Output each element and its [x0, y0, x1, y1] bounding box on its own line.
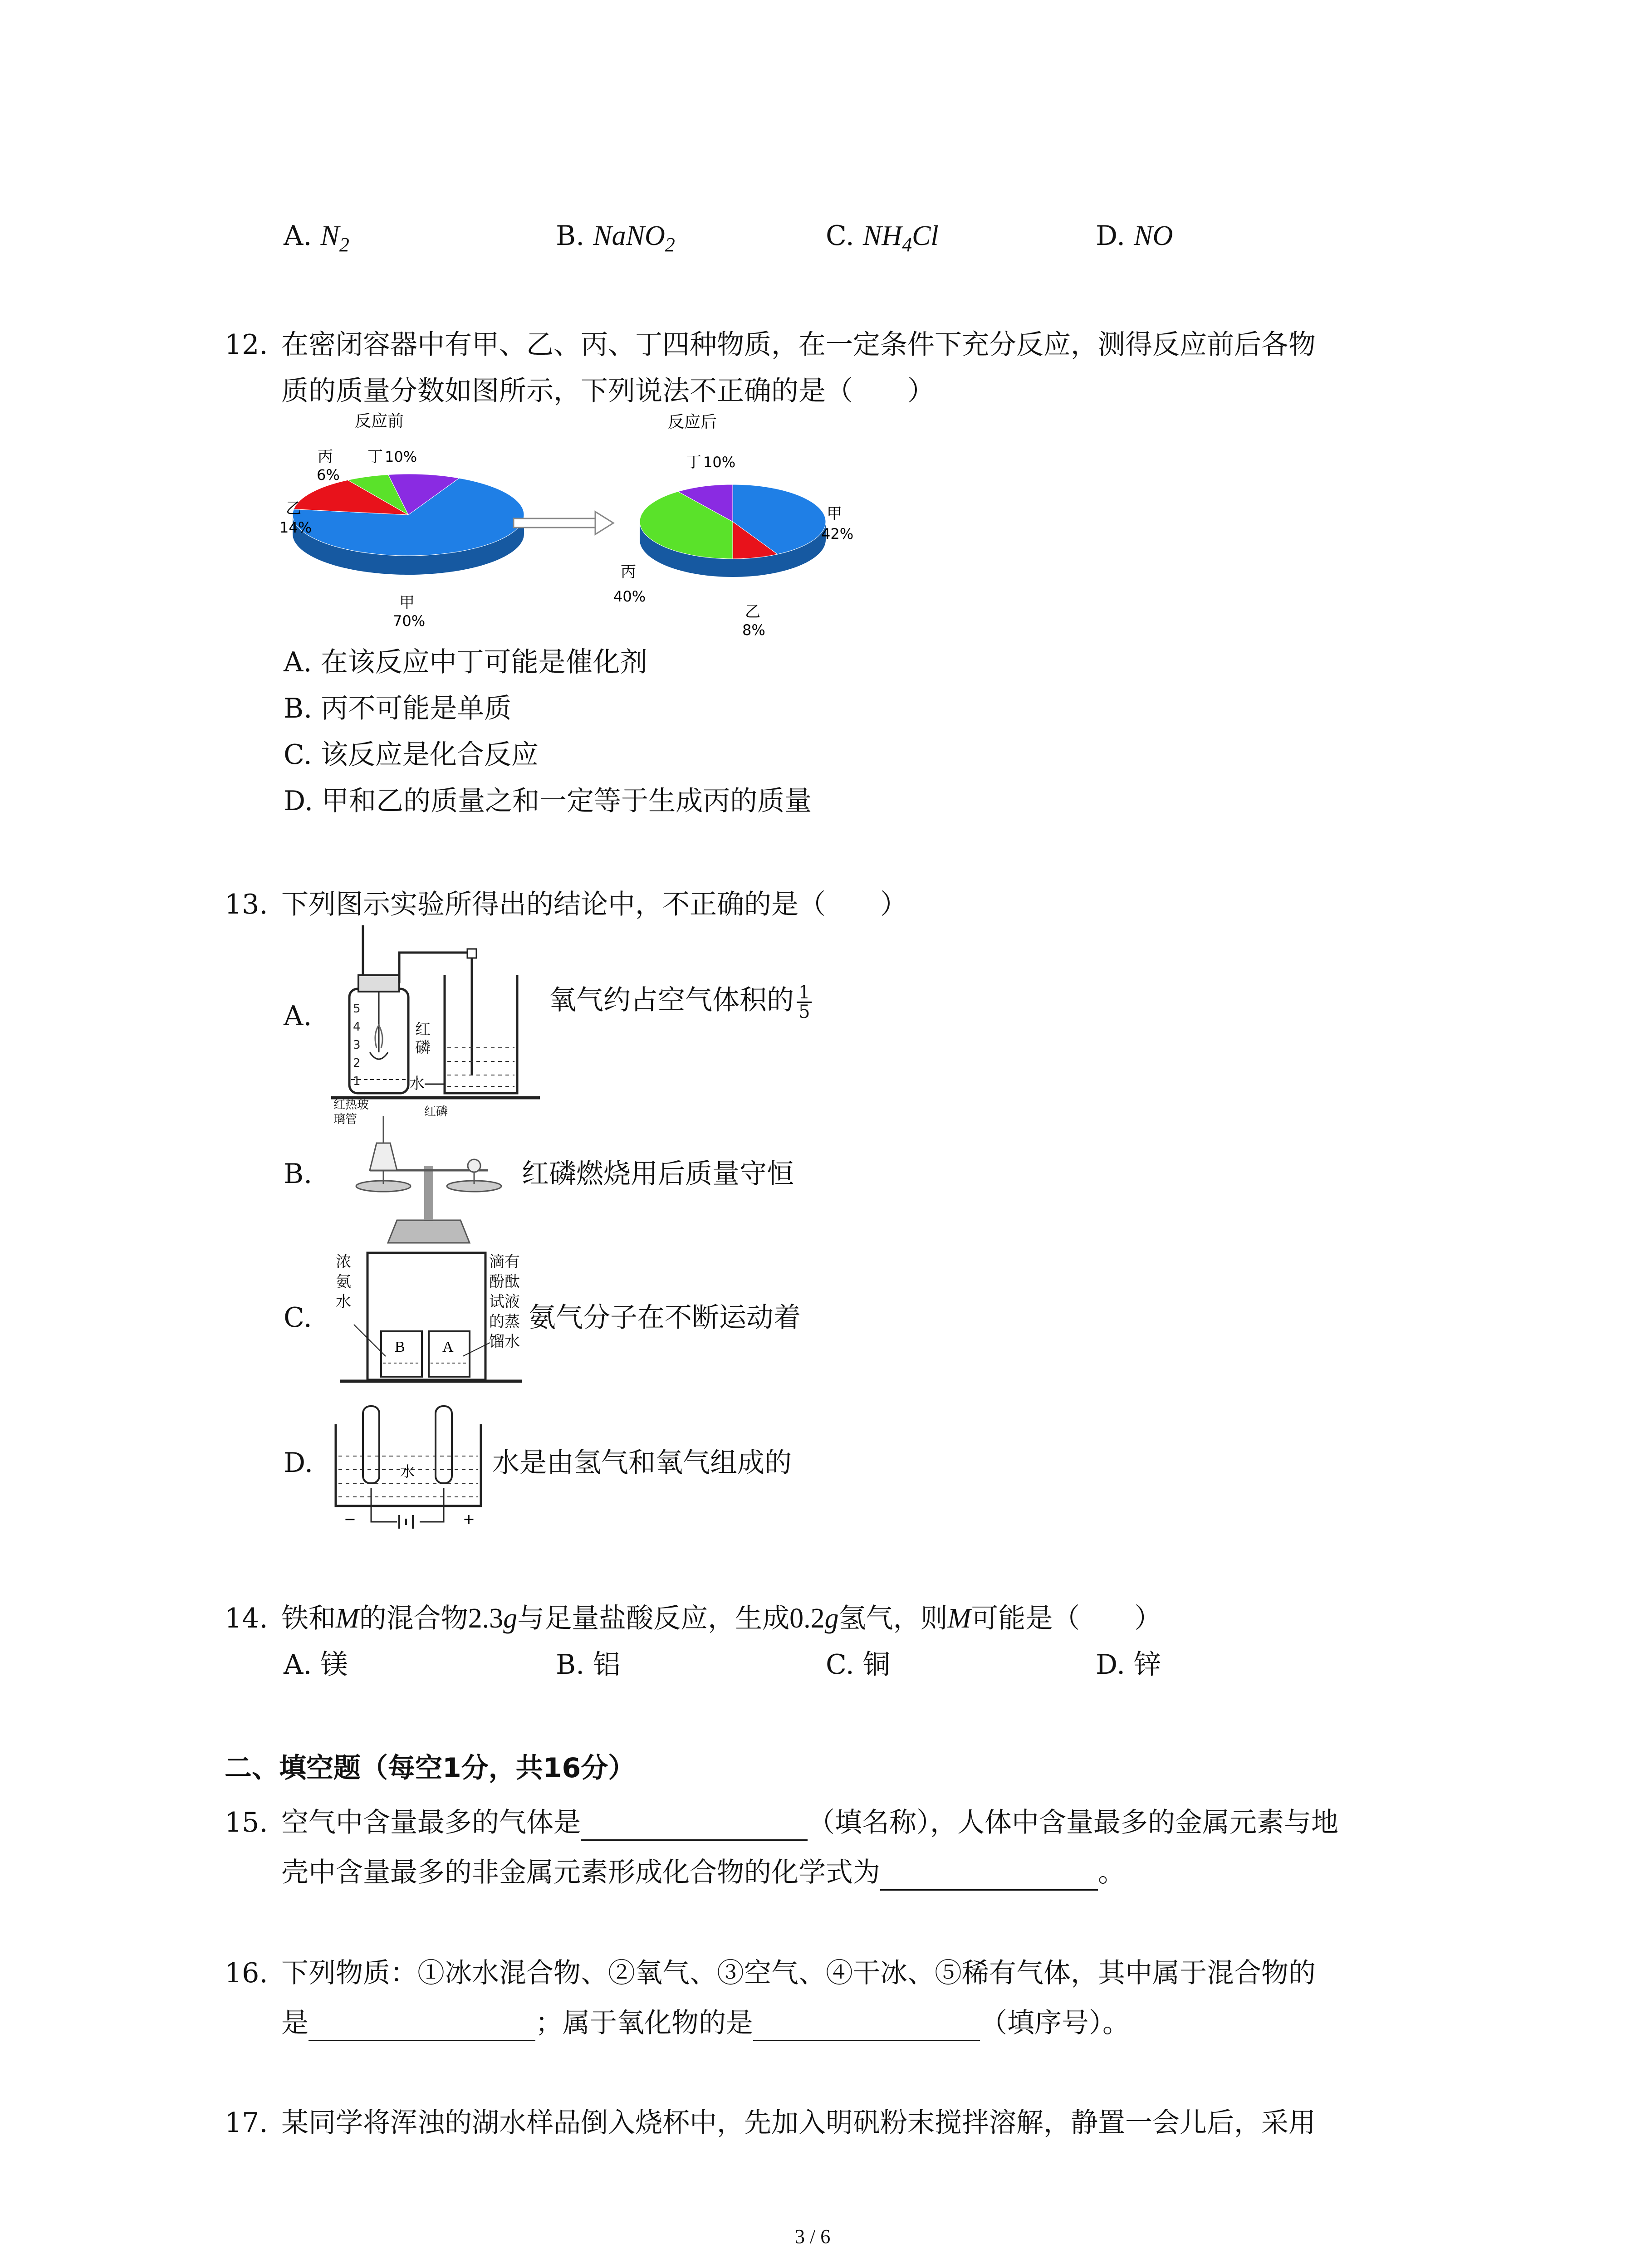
mark-4: 4 — [353, 1020, 361, 1034]
pie-before-label-jia: 甲 — [399, 594, 415, 612]
q13-a-figure — [331, 925, 549, 1107]
q16-line2: 是 ；属于氧化物的是 （填序号）。 — [281, 2005, 1130, 2041]
q14-option-b: B. 铝 — [556, 1649, 621, 1681]
phenolphthalein-label: 滴有酚酞试液的蒸馏水 — [489, 1253, 520, 1351]
pie-before-pct-jia: 70% — [393, 612, 426, 630]
pie-after-pct-ding: 10% — [703, 454, 736, 471]
mark-1: 1 — [353, 1075, 361, 1088]
water-label-d: 水 — [400, 1463, 415, 1480]
minus-sign: − — [344, 1510, 356, 1528]
q15-blank-1[interactable] — [581, 1808, 808, 1841]
beaker-a-label: A — [442, 1339, 454, 1355]
pie-before — [293, 474, 524, 575]
pie-before-pct-bing: 6% — [317, 466, 340, 484]
q13-stem: 下列图示实验所得出的结论中，不正确的是（ ） — [281, 889, 907, 920]
glass-tube-label: 红热玻璃管 — [333, 1098, 369, 1126]
q12-option-a: A. 在该反应中丁可能是催化剂 — [284, 646, 647, 678]
pie-after-pct-yi: 8% — [742, 621, 765, 639]
pie-before-title: 反应前 — [355, 412, 404, 430]
q11-option-d: D. NO — [1096, 220, 1173, 252]
q15-number: 15. — [225, 1807, 268, 1838]
q17-number: 17. — [225, 2107, 268, 2139]
ammonia-label: 浓氨水 — [336, 1253, 351, 1311]
q13-option-a-letter: A. — [284, 1000, 312, 1032]
pie-before-pct-ding: 10% — [385, 448, 417, 465]
mark-2: 2 — [353, 1056, 361, 1070]
bell-jar — [367, 1253, 485, 1380]
page-number: 3 / 6 — [795, 2225, 831, 2248]
q14-option-d: D. 锌 — [1096, 1649, 1161, 1681]
pie-before-label-bing: 丙 — [318, 448, 333, 466]
q11-option-a: A. $N_2$ — [284, 220, 349, 256]
q13-b-figure — [333, 1098, 524, 1247]
q12-option-d: D. 甲和乙的质量之和一定等于生成丙的质量 — [284, 785, 812, 817]
pie-after-label-ding: 丁 — [686, 453, 701, 471]
red-phosphorus-label-text: 红磷 — [415, 1021, 431, 1057]
pie-before-label-ding: 丁 — [367, 448, 383, 466]
pie-before-label-yi: 乙 — [286, 499, 301, 518]
q11-option-c: C. $NH_4Cl$ — [826, 220, 939, 256]
q13-option-c-letter: C. — [284, 1302, 312, 1334]
q13-number: 13. — [225, 889, 268, 920]
q13-option-a-text: 氧气约占空气体积的 $\frac{1}{5}$ — [549, 982, 812, 1021]
beaker-b-label: B — [395, 1339, 405, 1355]
red-p-label-b: 红磷 — [424, 1105, 448, 1119]
pie-after-label-yi: 乙 — [745, 603, 760, 621]
pie-after-pct-jia: 42% — [821, 525, 854, 543]
fraction-one-fifth: $\frac{1}{5}$ — [797, 983, 812, 1021]
q13-option-b-letter: B. — [284, 1158, 313, 1190]
q13-option-b-text: 红磷燃烧用后质量守恒 — [522, 1158, 794, 1190]
section-title-fill-in: 二、填空题（每空1分，共16分） — [225, 1752, 636, 1784]
q16-blank-2[interactable] — [753, 2008, 980, 2041]
q14-option-c: C. 铜 — [826, 1649, 890, 1681]
pie-before-pct-yi: 14% — [279, 519, 312, 536]
q12-line2: 质的质量分数如图所示，下列说法不正确的是（ ） — [281, 375, 935, 407]
arrow-right-icon — [514, 512, 613, 534]
q13-option-c-text: 氨气分子在不断运动着 — [529, 1302, 801, 1334]
q16-line1: 下列物质：①冰水混合物、②氧气、③空气、④干冰、⑤稀有气体，其中属于混合物的 — [281, 1957, 1316, 1989]
water-label-a: 水 — [409, 1075, 425, 1093]
pie-after-pct-bing: 40% — [613, 588, 646, 605]
balance-base — [388, 1220, 470, 1243]
q17-line1: 某同学将浑浊的湖水样品倒入烧杯中，先加入明矾粉末搅拌溶解，静置一会儿后，采用 — [281, 2107, 1316, 2139]
q15-line2: 壳中含量最多的非金属元素形成化合物的化学式为 。 — [281, 1854, 1125, 1891]
q13-d-figure — [331, 1397, 495, 1533]
pie-after-label-jia: 甲 — [827, 505, 842, 523]
q14-number: 14. — [225, 1603, 268, 1634]
q14-option-a: A. 镁 — [284, 1649, 348, 1681]
q12-option-b: B. 丙不可能是单质 — [284, 693, 512, 724]
q14-stem: 铁和M的混合物2.3g与足量盐酸反应，生成0.2g氢气，则M可能是（ ） — [281, 1603, 1162, 1634]
mark-3: 3 — [353, 1038, 361, 1052]
q16-blank-1[interactable] — [309, 2008, 535, 2041]
plus-sign: + — [463, 1510, 475, 1528]
pie-after-label-bing: 丙 — [621, 563, 636, 581]
q13-option-d-letter: D. — [284, 1447, 314, 1479]
q11-option-b: B. NaNO$_2$ — [556, 220, 675, 256]
pie-after-title: 反应后 — [668, 413, 717, 431]
q15-blank-2[interactable] — [880, 1857, 1098, 1891]
mark-5: 5 — [353, 1002, 361, 1016]
pie-charts-svg — [272, 408, 871, 649]
q13-c-figure — [336, 1243, 526, 1393]
q12-option-c: C. 该反应是化合反应 — [284, 739, 539, 771]
pie-after — [640, 484, 826, 577]
q16-number: 16. — [225, 1957, 268, 1989]
pie-chart-figure — [272, 408, 871, 649]
q15-line1: 空气中含量最多的气体是 （填名称），人体中含量最多的金属元素与地 — [281, 1804, 1338, 1841]
q13-option-d-text: 水是由氢气和氧气组成的 — [492, 1447, 792, 1479]
q12-number: 12. — [225, 329, 268, 361]
q12-line1: 在密闭容器中有甲、乙、丙、丁四种物质，在一定条件下充分反应，测得反应前后各物 — [281, 329, 1316, 361]
